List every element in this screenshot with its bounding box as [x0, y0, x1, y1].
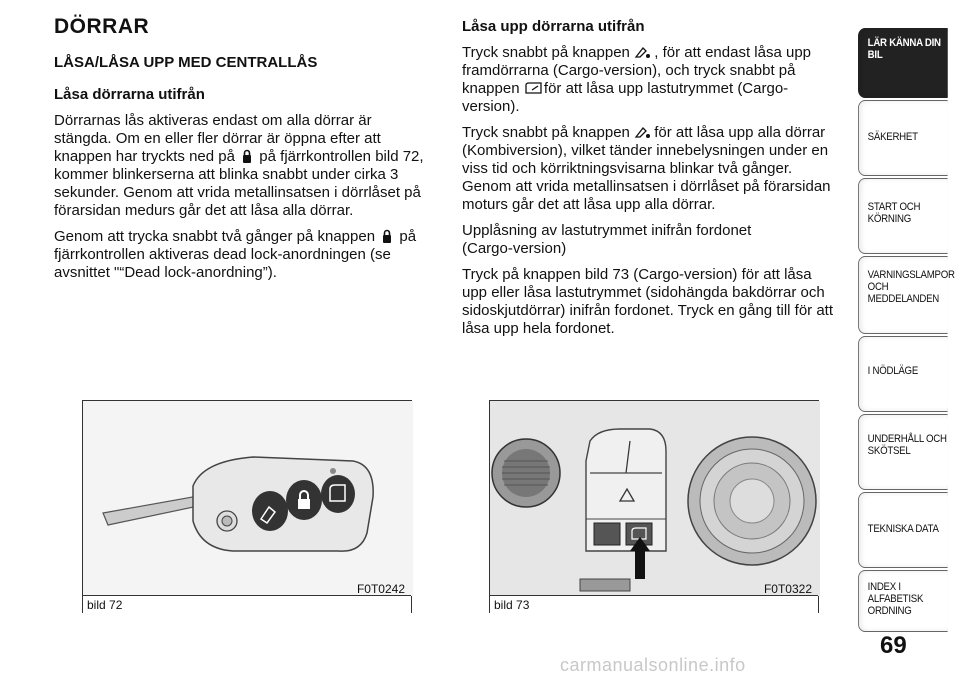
paragraph-text: för att låsa upp lastutrymmet (Cargo-version). [462, 80, 789, 115]
tab-underhall-och-skotsel[interactable]: UNDERHÅLL OCH SKÖTSEL [858, 414, 948, 490]
tab-lar-kanna-din-bil[interactable]: LÄR KÄNNA DIN BIL [858, 28, 948, 98]
key-unlock-icon [634, 45, 650, 59]
paragraph-cargo-inside: Tryck på knappen bild 73 (Cargo-version) för att låsa upp eller låsa lastutrymmet (sidohängda bakdörrar och sidoskjutdörrar) inifrån fordonet. Tryck en gång till för att låsa upp hela fordonet. [462, 266, 834, 337]
key-unlock-icon [634, 125, 650, 139]
figure-caption [83, 582, 411, 613]
tab-varningslampor[interactable]: VARNINGSLAMPOR OCH MEDDELANDEN [858, 256, 948, 334]
fob-button-lock [286, 480, 322, 520]
figure-73 [489, 400, 819, 613]
figure-label: bild 73 [494, 598, 530, 612]
chapter-tabs [858, 0, 960, 678]
paragraph-text: Dörrarnas lås aktiveras endast om alla dörrar är stängda. Om en eller fler dörrar är öppna efter att knappen har tryckts ned på [54, 112, 381, 165]
dashboard-illustration [490, 401, 820, 596]
tab-i-nodlage[interactable]: I NÖDLÄGE [858, 336, 948, 412]
right-column [462, 18, 840, 346]
figure-code: F0T0242 [356, 582, 405, 596]
page-number: 69 [880, 632, 907, 659]
cargo-door-icon [524, 81, 540, 95]
tab-tekniska-data[interactable]: TEKNISKA DATA [858, 492, 948, 568]
page-title: DÖRRAR [54, 15, 150, 38]
paragraph-text: , för att endast låsa upp framdörrarna (Cargo-version), och tryck snabbt på knappen [462, 44, 812, 97]
paragraph-text: på fjärrkontrollen bild 72, kommer blinkerserna att blinka snabbt under cirka 3 sekunder. Genom att vrida metallinsatsen i dörrlåset på förarsidan medurs går det att låsa alla dörrar. [54, 148, 424, 219]
section-heading-unlock-outside: Låsa upp dörrarna utifrån [462, 18, 645, 35]
paragraph-deadlock [54, 228, 432, 282]
key-fob-illustration [83, 401, 413, 596]
paragraph-text: Tryck snabbt på knappen [462, 44, 630, 61]
section-heading-lock-outside: Låsa dörrarna utifrån [54, 86, 205, 103]
padlock-icon [379, 229, 395, 243]
figure-code: F0T0322 [763, 582, 812, 596]
section-subtitle: LÅSA/LÅSA UPP MED CENTRALLÅS [54, 54, 318, 71]
paragraph-text: Genom att trycka snabbt två gånger på knappen [54, 228, 376, 245]
fob-button-cargo [321, 475, 355, 513]
paragraph-lock-info [54, 112, 432, 220]
paragraph-unlock-front [462, 44, 840, 116]
figure-caption [490, 582, 818, 613]
figure-72 [82, 400, 412, 613]
paragraph-unlock-all [462, 124, 840, 214]
tab-sakerhet[interactable]: SÄKERHET [858, 100, 948, 176]
paragraph-text: för att låsa upp alla dörrar (Kombiversion), vilket tänder innebelysningen under en viss tid och körriktningsvisarna blinkar två gånger. Genom att vrida metallinsatsen i dörrlåset på förarsidan moturs går det att låsa upp alla dörrar. [462, 124, 831, 213]
watermark: carmanualsonline.info [560, 655, 746, 675]
subheading-line-2: (Cargo-version) [462, 240, 567, 257]
subheading-line-1: Upplåsning av lastutrymmet inifrån fordonet [462, 222, 752, 239]
tab-start-och-korning[interactable]: START OCH KÖRNING [858, 178, 948, 254]
figure-label: bild 72 [87, 598, 123, 612]
left-column [54, 15, 432, 290]
paragraph-text: Tryck snabbt på knappen [462, 124, 630, 141]
padlock-icon [239, 149, 255, 163]
tab-index[interactable]: INDEX I ALFABETISK ORDNING [858, 570, 948, 632]
paragraph-text: på fjärrkontrollen aktiveras dead lock-anordningen (se avsnittet "“Dead lock-anordning”). [54, 228, 417, 281]
fob-button-unlock [252, 491, 288, 531]
